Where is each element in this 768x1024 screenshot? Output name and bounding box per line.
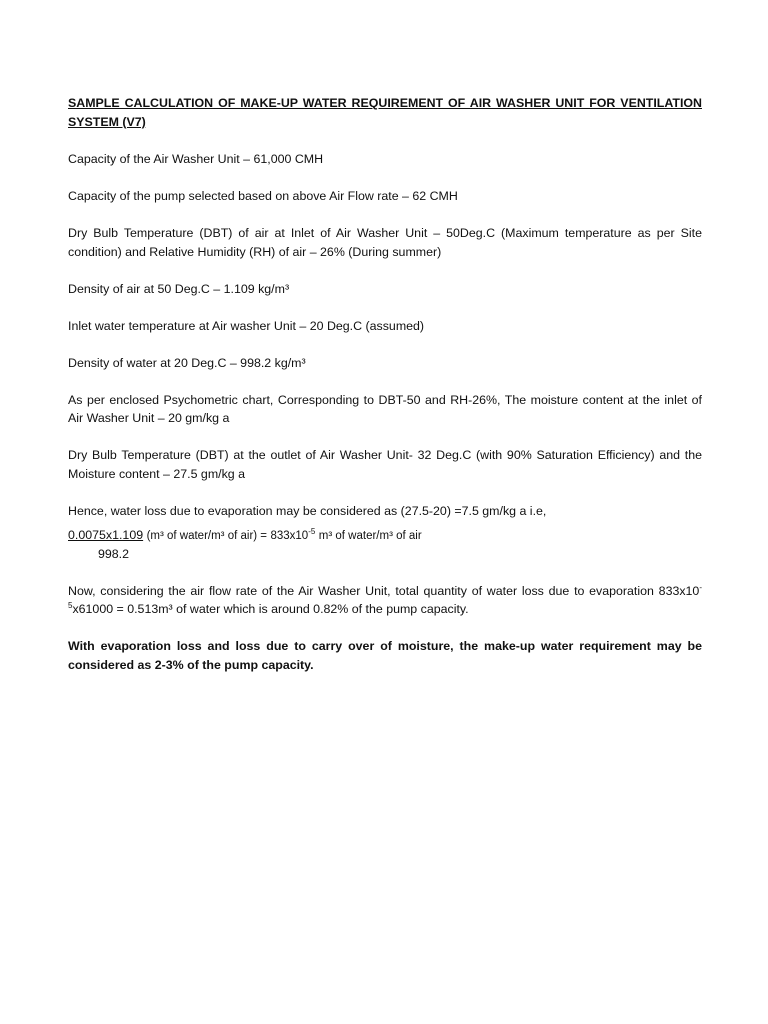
formula-numerator: 0.0075x1.109	[68, 528, 144, 542]
formula-denominator: 998.2	[98, 546, 130, 561]
total-loss-exponent: -5	[68, 582, 702, 610]
inlet-water-temp-paragraph: Inlet water temperature at Air washer Unit – 20 Deg.C (assumed)	[68, 318, 425, 333]
formula-unit-right: m³ of water/m³ of air	[318, 530, 422, 542]
document-title: SAMPLE CALCULATION OF MAKE-UP WATER REQUIREMENT OF AIR WASHER UNIT FOR VENTILATION SYSTEM (V7)	[68, 96, 702, 129]
density-water-paragraph: Density of water at 20 Deg.C – 998.2 kg/m³	[68, 355, 306, 370]
dbt-outlet-paragraph: Dry Bulb Temperature (DBT) at the outlet of Air Washer Unit- 32 Deg.C (with 90% Saturation Efficiency) and the Moisture content – 27.5 gm/kg a	[68, 448, 702, 481]
total-loss-paragraph	[68, 582, 702, 619]
capacity-unit-paragraph: Capacity of the Air Washer Unit – 61,000 CMH	[68, 152, 324, 166]
formula-result	[270, 527, 316, 542]
total-loss-text-1: Now, considering the air flow rate of the Air Washer Unit, total quantity of water loss due to evaporation 833x10	[68, 583, 700, 598]
density-air-paragraph: Density of air at 50 Deg.C – 1.109 kg/m³	[68, 281, 290, 296]
conclusion-paragraph: With evaporation loss and loss due to carry over of moisture, the make-up water requirement may be considered as 2-3% of the pump capacity.	[68, 639, 702, 672]
moisture-inlet-paragraph: As per enclosed Psychometric chart, Corresponding to DBT-50 and RH-26%, The moisture content at the inlet of Air Washer Unit – 20 gm/kg a	[68, 392, 702, 425]
formula-unit-left: (m³ of water/m³ of air) =	[146, 530, 268, 542]
formula-result-base: 833x10	[270, 530, 309, 542]
total-loss-text-2: x61000 = 0.513m³ of water which is around 0.82% of the pump capacity.	[72, 602, 469, 616]
document-page	[68, 94, 702, 693]
dbt-inlet-paragraph: Dry Bulb Temperature (DBT) of air at Inlet of Air Washer Unit – 50Deg.C (Maximum temperature as per Site condition) and Relative Humidity (RH) of air – 26% (During summer)	[68, 226, 702, 259]
water-loss-paragraph: Hence, water loss due to evaporation may be considered as (27.5-20) =7.5 gm/kg a i.e,	[68, 503, 547, 518]
formula-result-exponent: -5	[308, 527, 316, 536]
evaporation-formula	[68, 526, 702, 563]
capacity-pump-paragraph: Capacity of the pump selected based on above Air Flow rate – 62 CMH	[68, 189, 458, 203]
